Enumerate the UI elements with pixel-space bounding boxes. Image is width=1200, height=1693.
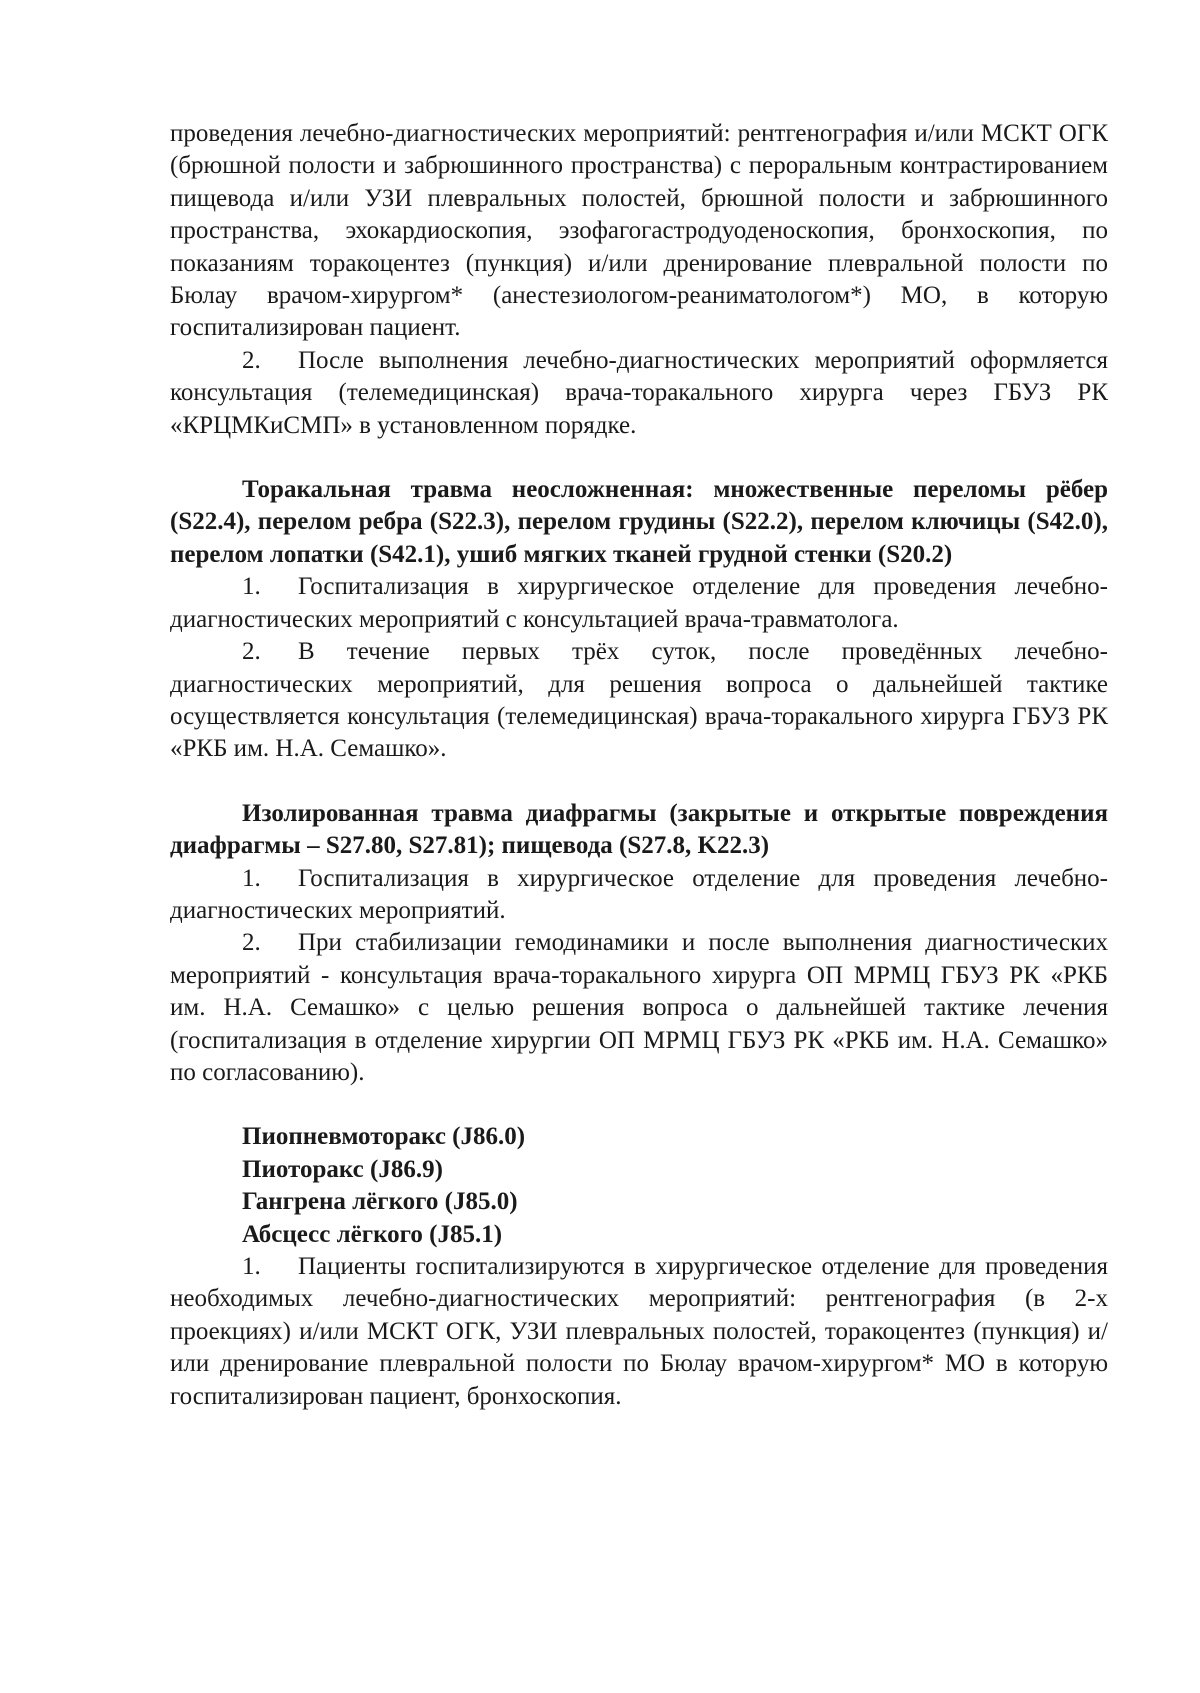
section-spacer	[170, 1089, 1108, 1121]
list-item	[170, 927, 1108, 1089]
list-item	[170, 345, 1108, 442]
item-text: В течение первых трёх суток, после проведённых лечебно-диагностических мероприятий, для решения вопроса о дальнейшей тактике осуществляется консультация (телемедицинская) врача-торакального хирурга ГБУЗ РК «РКБ им. Н.А. Семашко».	[170, 638, 1108, 763]
list-item	[170, 1251, 1108, 1413]
item-number: 2.	[242, 638, 261, 666]
item-text: Госпитализация в хирургическое отделение для проведения лечебно-диагностических мероприятий.	[170, 864, 1108, 924]
item-number: 1.	[242, 1253, 261, 1280]
section-heading-pyothorax: Пиоторакс (J86.9)	[242, 1155, 443, 1183]
section-heading-diaphragm-trauma: Изолированная травма диафрагмы (закрытые и открытые повреждения диафрагмы – S27.80, S27.81); пищевода (S27.8, K22.3)	[170, 799, 1108, 860]
list-item	[170, 571, 1108, 636]
section-heading-pyopneumothorax: Пиопневмоторакс (J86.0)	[242, 1123, 526, 1151]
item-number: 1.	[242, 573, 261, 601]
section-spacer	[170, 766, 1108, 798]
item-text: При стабилизации гемодинамики и после выполнения диагностических мероприятий - консультация врача-торакального хирурга ОП МРМЦ ГБУЗ РК «РКБ им. Н.А. Семашко» с целью решения вопроса о дальнейшей тактике лечения (госпитализация в отделение хирургии ОП МРМЦ ГБУЗ РК «РКБ им. Н.А. Семашко» по согласованию).	[170, 929, 1108, 1086]
item-text: Пациенты госпитализируются в хирургическое отделение для проведения необходимых лечебно-диагностических мероприятий: рентгенография (в 2-х проекциях) и/или МСКТ ОГК, УЗИ плевральных полостей, торакоцентез (пункция) и/или дренирование плевральной полости по Бюлау врачом-хирургом* МО в которую госпитализирован пациент, бронхоскопия.	[170, 1253, 1108, 1410]
item-number: 1.	[242, 864, 261, 892]
section-spacer	[170, 442, 1108, 474]
item-text: Госпитализация в хирургическое отделение для проведения лечебно-диагностических мероприятий с консультацией врача-травматолога.	[170, 573, 1108, 633]
intro-paragraph: проведения лечебно-диагностических мероприятий: рентгенография и/или МСКТ ОГК (брюшной полости и забрюшинного пространства) с пероральным контрастированием пищевода и/или УЗИ плевральных полостей, брюшной полости и забрюшинного пространства, эхокардиоскопия, эзофагогастродуоденоскопия, бронхоскопия, по показаниям торакоцентез (пункция) и/или дренирование плевральной полости по Бюлау врачом-хирургом* (анестезиологом-реаниматологом*) МО, в которую госпитализирован пациент.	[170, 120, 1108, 342]
item-text: После выполнения лечебно-диагностических мероприятий оформляется консультация (телемедицинская) врача-торакального хирурга через ГБУЗ РК «КРЦМКиСМП» в установленном порядке.	[170, 346, 1108, 439]
item-number: 2.	[242, 929, 261, 957]
section-heading-lung-gangrene: Гангрена лёгкого (J85.0)	[242, 1188, 518, 1216]
section-heading-lung-abscess: Абсцесс лёгкого (J85.1)	[242, 1220, 503, 1248]
list-item	[170, 863, 1108, 928]
list-item	[170, 636, 1108, 766]
document-page	[170, 118, 1108, 1413]
section-heading-thoracic-trauma: Торакальная травма неосложненная: множественные переломы рёбер (S22.4), перелом ребра (S22.3), перелом грудины (S22.2), перелом ключицы (S42.0), перелом лопатки (S42.1), ушиб мягких тканей грудной стенки (S20.2)	[170, 476, 1108, 568]
item-number: 2.	[242, 346, 261, 374]
